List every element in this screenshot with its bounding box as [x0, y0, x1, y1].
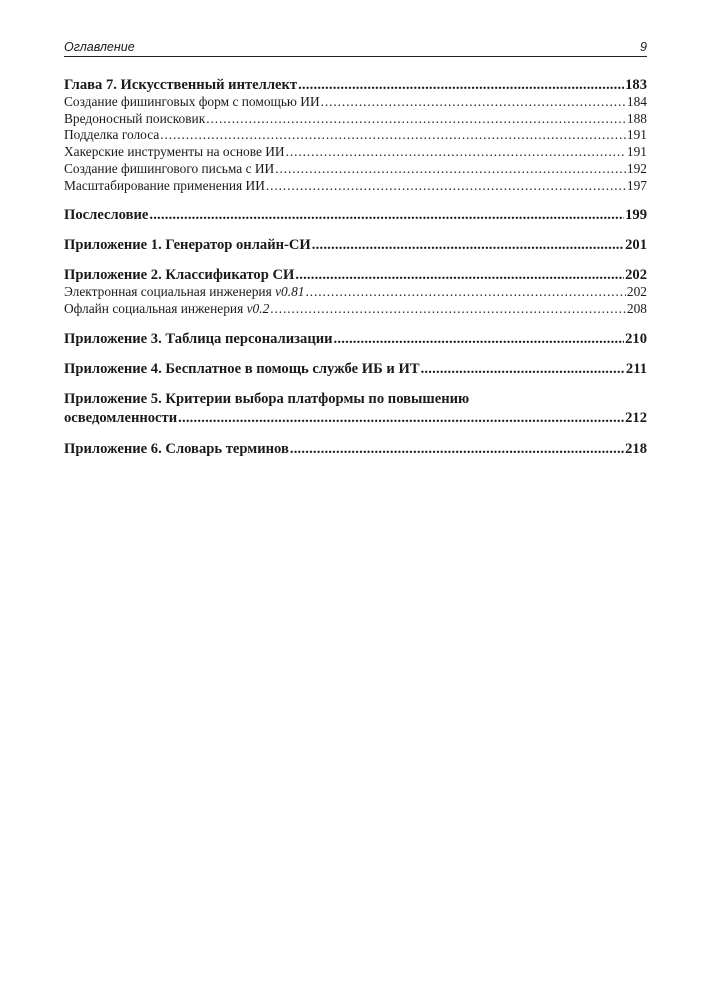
toc-entry-appendix-6[interactable]: [64, 440, 647, 458]
toc-entry-appendix-4[interactable]: [64, 360, 647, 378]
toc-entry-title: Создание фишинговых форм с помощью ИИ: [64, 94, 320, 109]
toc-entry-page: 208: [626, 300, 647, 316]
toc-entry-page: 197: [626, 177, 647, 193]
toc-entry-title: Приложение 6. Словарь терминов: [64, 440, 289, 457]
running-head: [64, 40, 647, 57]
toc-entry-page: 191: [626, 144, 647, 160]
toc-entry-title-text: Электронная социальная инженерия: [64, 284, 276, 300]
dot-leader: [149, 206, 624, 224]
dot-leader: [270, 301, 626, 318]
toc-entry-title: Хакерские инструменты на основе ИИ: [64, 144, 285, 160]
dot-leader: [321, 94, 626, 111]
toc-entry-page: 191: [626, 127, 647, 143]
toc-entry-offline-se[interactable]: [64, 301, 647, 318]
dot-leader: [298, 76, 624, 94]
dot-leader: [334, 330, 625, 348]
toc-entry-title: Приложение 1. Генератор онлайн-СИ: [64, 237, 311, 254]
toc-entry-page: 199: [625, 207, 647, 224]
toc-entry-page: 202: [625, 267, 647, 284]
toc-entry-appendix-5[interactable]: [64, 390, 647, 428]
dot-leader: [178, 409, 624, 428]
toc-entry-title: Подделка голоса: [64, 127, 160, 143]
toc-entry-title: Приложение 2. Классификатор СИ: [64, 267, 295, 284]
toc-entry-page: 188: [626, 110, 647, 126]
dot-leader: [421, 360, 625, 378]
toc-entry-page: 212: [625, 409, 647, 426]
toc-entry-page: 184: [626, 94, 647, 109]
toc-entry-chapter-7[interactable]: [64, 76, 647, 94]
toc-entry-title-line-1: Приложение 5. Критерии выбора платформы по повышению: [64, 390, 470, 407]
toc-entry-page: 183: [625, 77, 647, 93]
toc-entry-title: Приложение 3. Таблица персонализации: [64, 330, 333, 347]
toc-entry-phishing-letter[interactable]: [64, 161, 647, 178]
dot-leader: [266, 178, 626, 195]
toc-entry-appendix-3[interactable]: [64, 330, 647, 348]
toc-entry-malicious-search[interactable]: [64, 111, 647, 128]
toc-entry-page: 192: [626, 160, 647, 176]
toc-entry-title: Глава 7. Искусственный интеллект: [64, 77, 298, 93]
toc-entry-title-text: Офлайн социальная инженерия: [64, 300, 247, 316]
toc-entry-page: 210: [625, 330, 647, 347]
toc-entry-appendix-1[interactable]: [64, 236, 647, 254]
toc-entry-page: 202: [626, 284, 647, 300]
dot-leader: [305, 284, 625, 301]
table-of-contents: [64, 76, 647, 458]
toc-entry-page: 201: [625, 237, 647, 254]
section-title: Оглавление: [64, 40, 135, 54]
toc-entry-title: Вредоносный поисковик: [64, 110, 206, 126]
dot-leader: [275, 161, 626, 178]
toc-entry-title: [64, 284, 304, 301]
toc-entry-title: Создание фишингового письма с ИИ: [64, 160, 275, 176]
dot-leader: [295, 266, 624, 284]
toc-entry-line-2: [64, 409, 647, 428]
toc-entry-page: 218: [625, 440, 647, 457]
toc-entry-voice-fake[interactable]: [64, 127, 647, 144]
toc-entry-title: Масштабирование применения ИИ: [64, 177, 265, 193]
toc-entry-title-line-2: осведомленности: [64, 409, 178, 426]
toc-entry-electronic-se[interactable]: [64, 284, 647, 301]
toc-entry-title: Послесловие: [64, 207, 149, 224]
dot-leader: [206, 111, 626, 128]
dot-leader: [160, 127, 626, 144]
dot-leader: [312, 236, 624, 254]
page-number: 9: [640, 40, 647, 54]
toc-entry-title: [64, 301, 269, 318]
toc-entry-page: 211: [625, 360, 647, 377]
version-label: v0.81: [275, 284, 305, 300]
toc-entry-phishing-forms[interactable]: [64, 94, 647, 111]
toc-entry-ai-scaling[interactable]: [64, 178, 647, 195]
version-label: v0.2: [246, 300, 270, 316]
toc-entry-hacker-tools[interactable]: [64, 144, 647, 161]
toc-entry-title: Приложение 4. Бесплатное в помощь службе ИБ и ИТ: [64, 360, 420, 377]
dot-leader: [286, 144, 626, 161]
toc-entry-afterword[interactable]: [64, 206, 647, 224]
dot-leader: [290, 440, 624, 458]
toc-entry-appendix-2[interactable]: [64, 266, 647, 284]
